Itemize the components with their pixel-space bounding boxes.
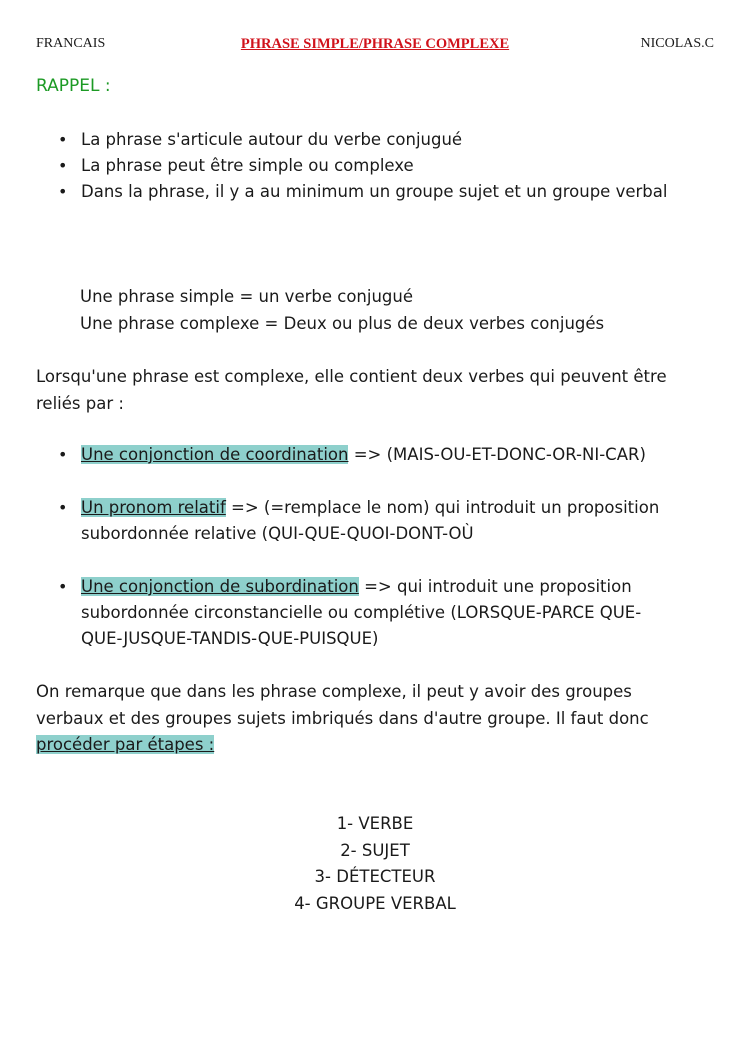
definition-complexe: Une phrase complexe = Deux ou plus de deux verbes conjugés <box>80 313 605 333</box>
intro-line: Lorsqu'une phrase est complexe, elle contient deux verbes qui peuvent être <box>36 367 667 386</box>
etape-item: 1- VERBE <box>336 814 414 833</box>
liaison-pronom <box>58 495 659 547</box>
list-item: • Dans la phrase, il y a au minimum un groupe sujet et un groupe verbal <box>58 179 667 205</box>
etape-item: 3- DÉTECTEUR <box>314 867 436 886</box>
term-highlight: Un pronom relatif <box>81 498 226 517</box>
term-highlight: Une conjonction de coordination <box>81 445 349 464</box>
page-header <box>36 36 714 56</box>
list-item: • La phrase peut être simple ou complexe <box>58 153 667 179</box>
list-item <box>58 495 659 547</box>
header-subject: FRANCAIS <box>36 36 106 51</box>
etape-item: 2- SUJET <box>340 840 410 860</box>
term-description: => (MAIS-OU-ET-DONC-OR-NI-CAR) <box>348 445 646 464</box>
term-description: QUE-JUSQUE-TANDIS-QUE-PUISQUE) <box>81 629 379 648</box>
etapes-list <box>0 811 750 917</box>
intro-paragraph <box>36 364 716 417</box>
list-item <box>58 442 646 468</box>
term-description: subordonnée relative (QUI-QUE-QUOI-DONT-OÙ <box>81 524 474 543</box>
definition-simple: Une phrase simple = un verbe conjugué <box>80 287 414 306</box>
term-description: => (=remplace le nom) qui introduit un proposition <box>225 498 660 517</box>
remarque-line: On remarque que dans les phrase complexe, il peut y avoir des groupes <box>36 682 632 701</box>
term-description: => qui introduit une proposition <box>358 577 632 596</box>
intro-line: reliés par : <box>36 393 124 413</box>
list-item: • La phrase s'articule autour du verbe conjugué <box>58 127 667 153</box>
etape-item: 4- GROUPE VERBAL <box>294 893 456 913</box>
definitions <box>80 284 604 337</box>
list-item <box>58 574 641 652</box>
liaison-coordination <box>58 442 646 468</box>
rappel-heading: RAPPEL : <box>36 76 111 96</box>
header-author: NICOLAS.C <box>640 36 714 51</box>
remarque-line: verbaux et des groupes sujets imbriqués dans d'autre groupe. Il faut donc <box>36 708 649 728</box>
term-highlight: Une conjonction de subordination <box>81 577 359 596</box>
remarque-paragraph <box>36 679 716 759</box>
term-description: subordonnée circonstancielle ou complétive (LORSQUE-PARCE QUE- <box>81 603 642 622</box>
liaison-subordination <box>58 574 641 652</box>
remarque-highlight: procéder par étapes : <box>36 735 215 754</box>
page-title: PHRASE SIMPLE/PHRASE COMPLEXE <box>240 36 510 52</box>
rappel-list <box>58 127 667 205</box>
